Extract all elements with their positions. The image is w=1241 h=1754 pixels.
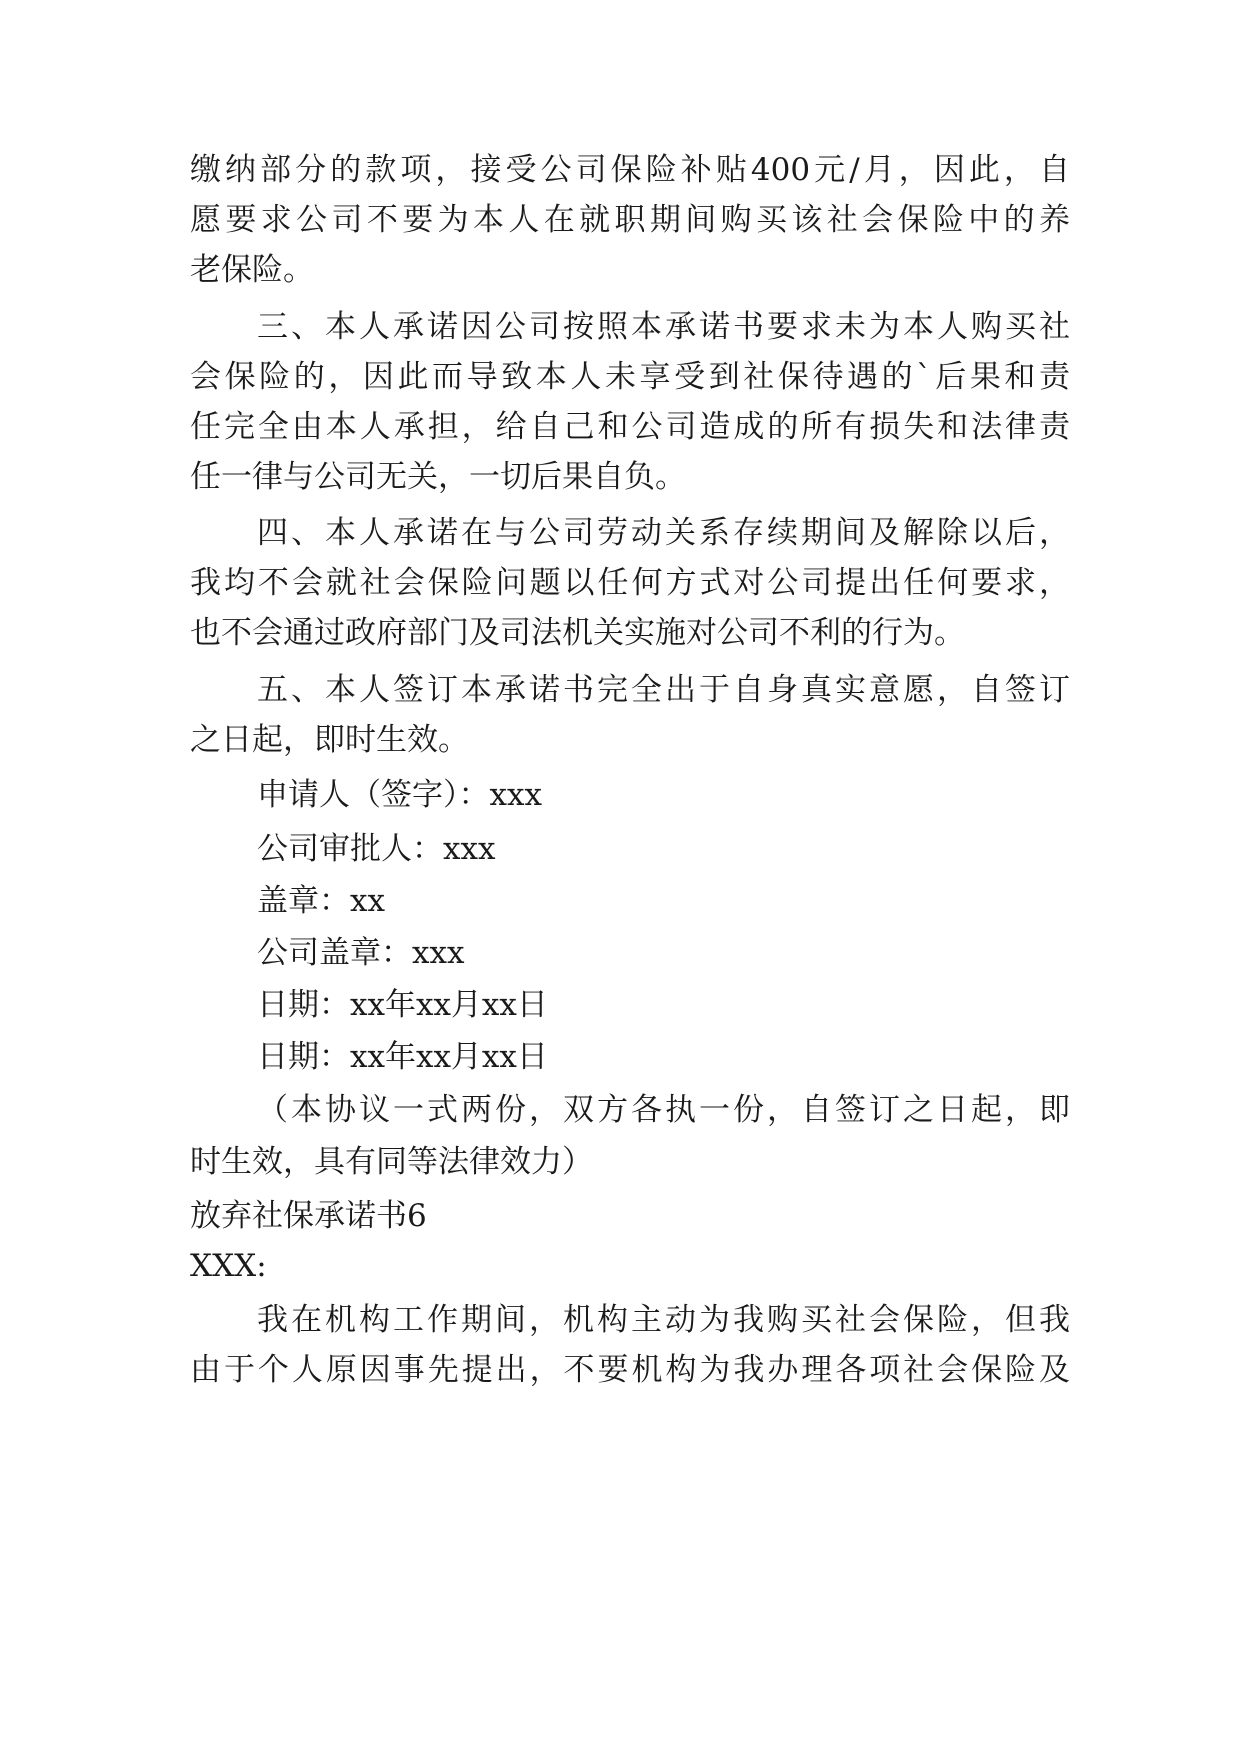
signature-applicant: 申请人（签字）：xxx <box>257 777 542 813</box>
paragraph-line: 由于个人原因事先提出，不要机构为我办理各项社会保险及 <box>190 1352 1070 1388</box>
note-line: 时生效，具有同等法律效力） <box>190 1144 593 1180</box>
paragraph-line: 之日起，即时生效。 <box>190 722 469 758</box>
section-title: 放弃社保承诺书6 <box>190 1198 427 1234</box>
paragraph-line: 任完全由本人承担，给自己和公司造成的所有损失和法律责 <box>190 409 1070 445</box>
seal-line: 盖章：xx <box>257 883 385 919</box>
paragraph-line: 会保险的，因此而导致本人未享受到社保待遇的`后果和责 <box>190 359 1070 395</box>
paragraph-line: 我在机构工作期间，机构主动为我购买社会保险，但我 <box>257 1302 1070 1338</box>
paragraph-line: 五、本人签订本承诺书完全出于自身真实意愿，自签订 <box>257 672 1070 708</box>
paragraph-line: 老保险。 <box>190 252 314 288</box>
paragraph-line: 任一律与公司无关，一切后果自负。 <box>190 459 686 495</box>
paragraph-line: 我均不会就社会保险问题以任何方式对公司提出任何要求， <box>190 565 1070 601</box>
paragraph-line: 也不会通过政府部门及司法机关实施对公司不利的行为。 <box>190 615 965 651</box>
company-approver: 公司审批人：xxx <box>257 831 496 867</box>
company-seal: 公司盖章：xxx <box>257 935 465 971</box>
paragraph-line: 愿要求公司不要为本人在就职期间购买该社会保险中的养 <box>190 202 1070 238</box>
note-line: （本协议一式两份，双方各执一份，自签订之日起，即 <box>257 1092 1070 1128</box>
date-line: 日期：xx年xx月xx日 <box>257 987 548 1023</box>
paragraph-line: 四、本人承诺在与公司劳动关系存续期间及解除以后， <box>257 515 1070 551</box>
paragraph-line: 三、本人承诺因公司按照本承诺书要求未为本人购买社 <box>257 309 1070 345</box>
paragraph-line: 缴纳部分的款项，接受公司保险补贴400元/月，因此，自 <box>190 152 1070 188</box>
salutation: XXX: <box>190 1248 267 1284</box>
date-line: 日期：xx年xx月xx日 <box>257 1039 548 1075</box>
